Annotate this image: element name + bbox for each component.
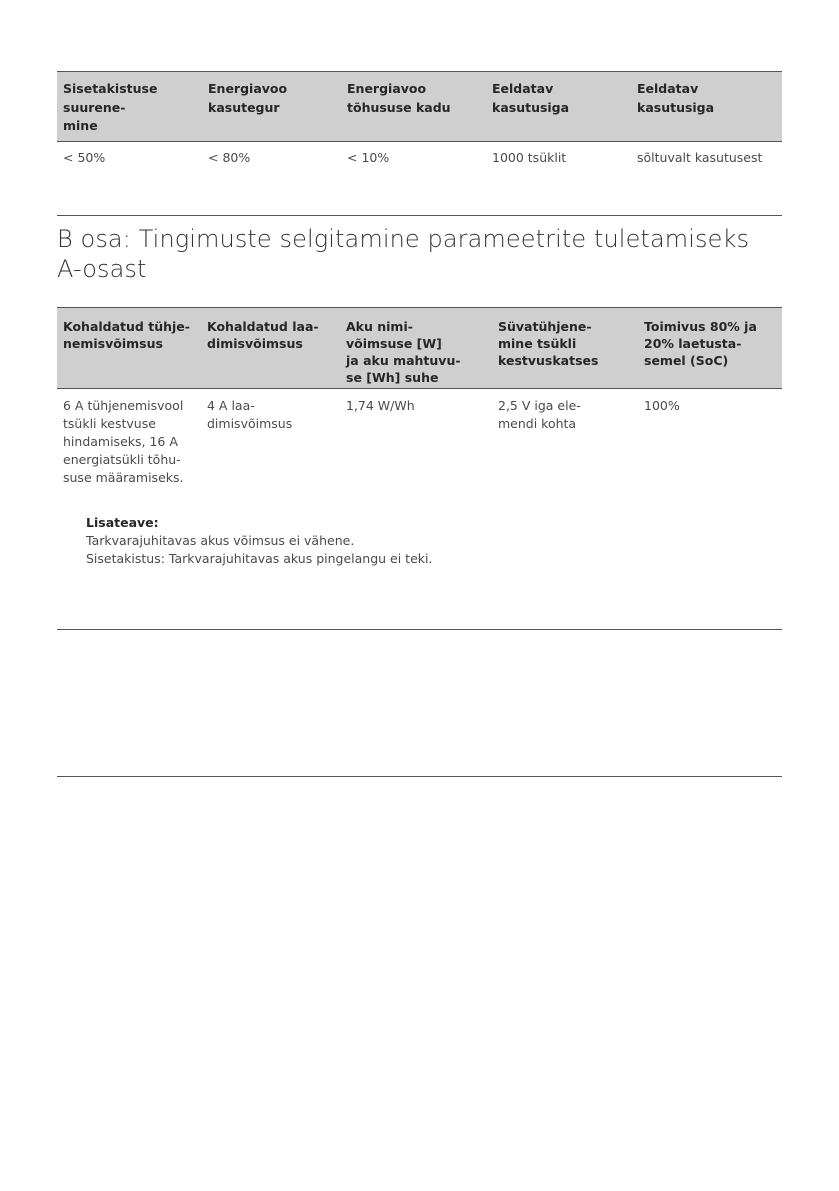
table-conditions-b — [57, 307, 782, 489]
table-header-row — [57, 71, 782, 142]
additional-info-line: Sisetakistus: Tarkvarajuhitavas akus pingelangu ei teki. — [86, 551, 433, 566]
header-cell: Eeldatav kasutusiga — [492, 81, 570, 115]
header-cell: Aku nimi- võimsuse [W] ja aku mahtuvu- se [Wh] suhe — [346, 319, 461, 385]
header-cell: Energiavoo kasutegur — [208, 81, 288, 115]
additional-info-label: Lisateave: — [86, 515, 159, 530]
section-divider — [57, 215, 782, 216]
table-cell: 100% — [644, 398, 680, 413]
header-cell: Energiavoo tõhususe kadu — [347, 81, 451, 115]
header-cell: Süvatühjene- mine tsükli kestvuskatses — [498, 319, 599, 368]
header-cell: Kohaldatud laa- dimisvõimsus — [207, 319, 319, 351]
table-row — [57, 389, 782, 489]
header-cell: Kohaldatud tühje- nemisvõimsus — [63, 319, 190, 351]
table-cell: 1,74 W/Wh — [346, 398, 415, 413]
section-divider — [57, 776, 782, 777]
table-cell: 4 A laa- dimisvõimsus — [207, 398, 293, 431]
section-divider — [57, 629, 782, 630]
table-cell: 6 A tühjenemisvool tsükli kestvuse hindamiseks, 16 A energiatsükli tõhu- suse määramiseks. — [63, 398, 184, 485]
table-cell: < 10% — [347, 150, 390, 165]
table-row — [57, 142, 782, 182]
header-cell: Eeldatav kasutusiga — [637, 81, 715, 115]
table-cell: 1000 tsüklit — [492, 150, 567, 165]
additional-info-line: Tarkvarajuhitavas akus võimsus ei vähene. — [86, 533, 355, 548]
section-title: B osa: Tingimuste selgitamine parameetrite tuletamiseks A-osast — [57, 225, 750, 283]
table-header-row — [57, 307, 782, 389]
table-cell: < 80% — [208, 150, 251, 165]
table-cell: 2,5 V iga ele- mendi kohta — [498, 398, 581, 431]
table-cell: sõltuvalt kasutusest — [637, 150, 763, 165]
table-parameters-a — [57, 71, 782, 182]
table-cell: < 50% — [63, 150, 106, 165]
header-cell: Toimivus 80% ja 20% laetusta- semel (SoC) — [644, 319, 757, 368]
header-cell: Sisetakistuse suurene- mine — [63, 81, 158, 133]
additional-info — [86, 514, 776, 568]
